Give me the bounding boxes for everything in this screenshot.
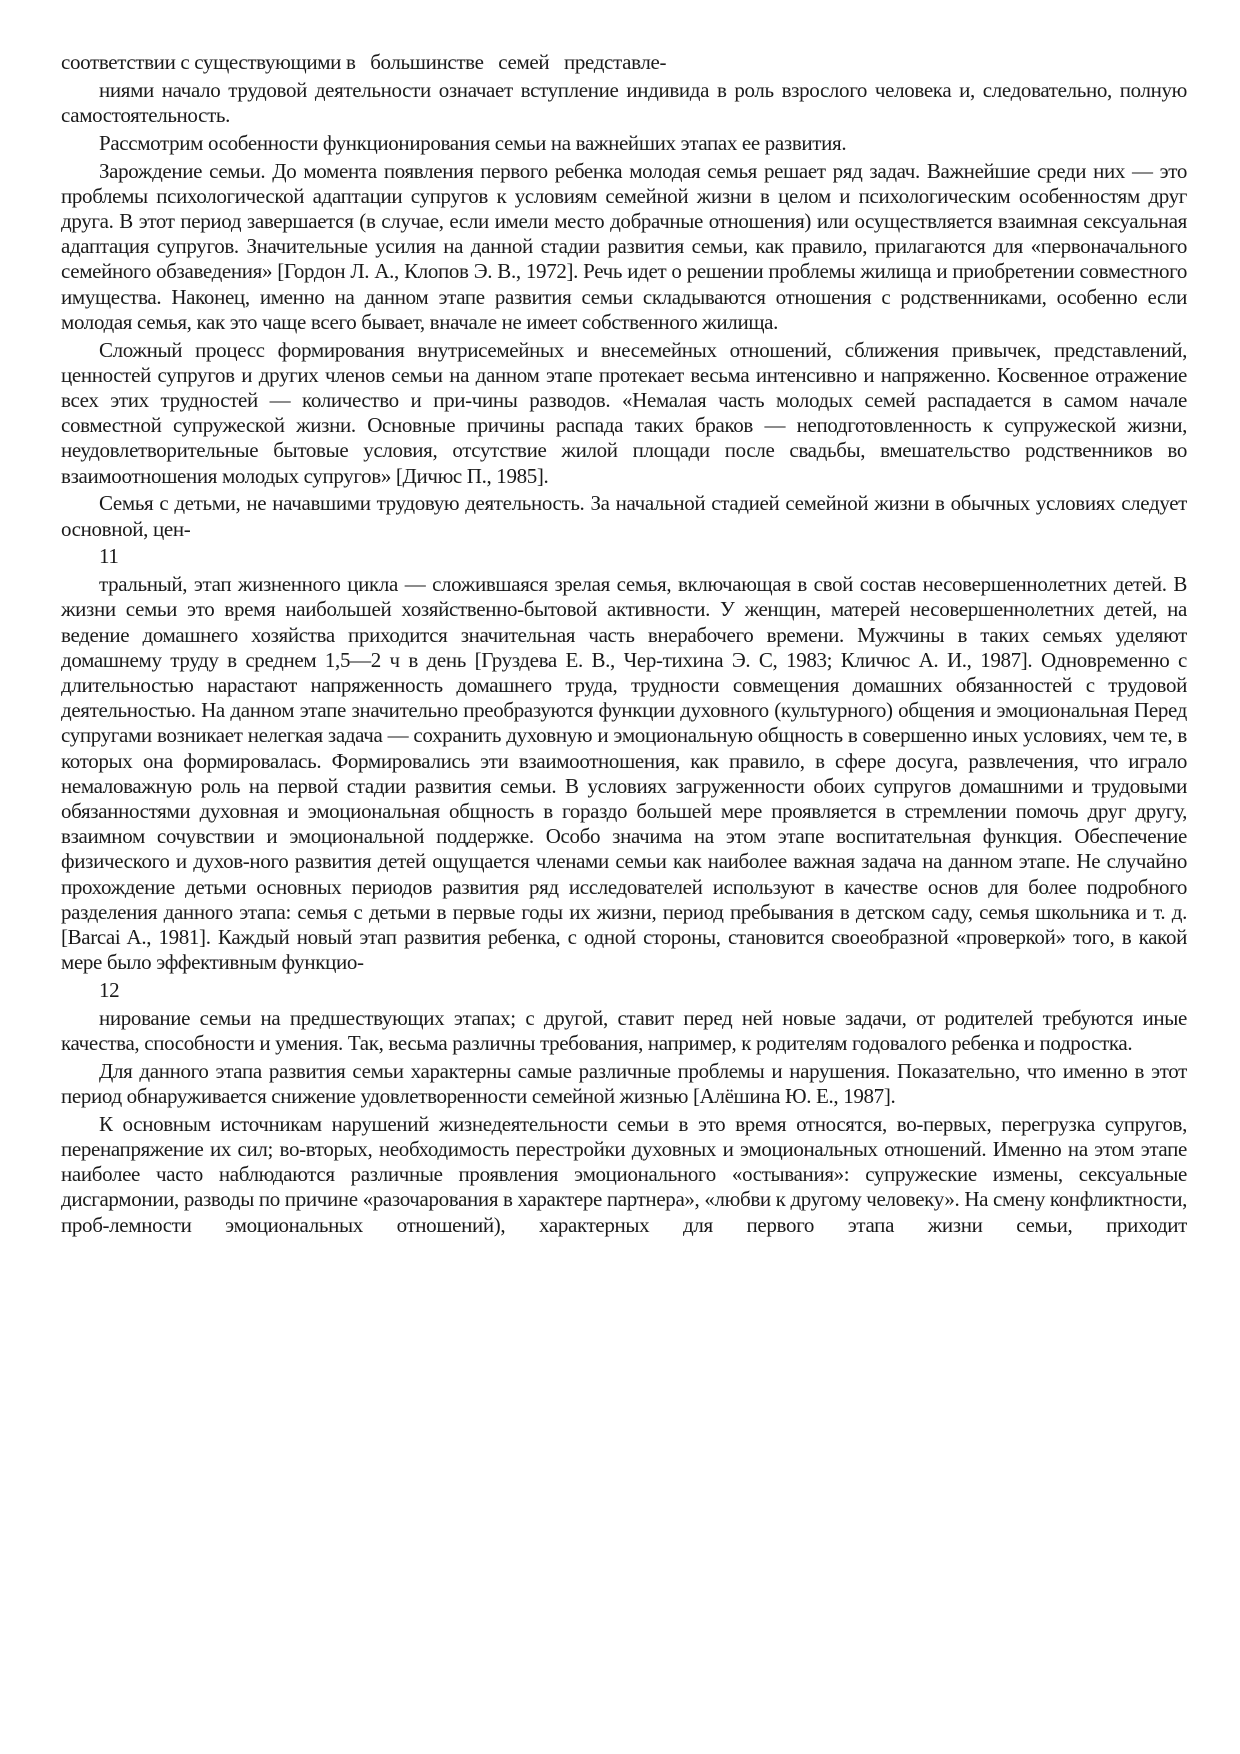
document-page [61, 50, 1187, 1240]
paragraph-4: Сложный процесс формирования внутрисемейных и внесемейных отношений, сближения привычек, представлений, ценностей супругов и других членов семьи на данном этапе протекает весьма интенсивно и напряженно. Косвенное отражение всех этих трудностей — количество и при-чины разводов. «Немалая часть молодых семей распадается в самом начале совместной супружеской жизни. Основные причины распада таких браков — неподготовленность к супружеской жизни, неудовлетворительные бытовые условия, отсутствие жилой площади после свадьбы, вмешательство родственников во взаимоотношения молодых супругов» [Дичюс П., 1985]. [61, 337, 1187, 488]
paragraph-7: нирование семьи на предшествующих этапах; с другой, ставит перед ней новые задачи, от родителей требуются иные качества, способности и умения. Так, весьма различны требования, например, к родителям годовалого ребенка и подростка. [61, 1005, 1187, 1056]
text-fragment-top: соответствии с существующими в большинстве семей представле- [61, 50, 667, 74]
paragraph-6: тральный, этап жизненного цикла — сложившаяся зрелая семья, включающая в свой состав несовершеннолетних детей. В жизни семьи это время наибольшей хозяйственно-бытовой активности. У женщин, матерей несовершеннолетних детей, на ведение домашнего хозяйства приходится значительная часть внерабочего времени. Мужчины в таких семьях уделяют домашнему труду в среднем 1,5—2 ч в день [Груздева Е. В., Чер-тихина Э. С, 1983; Кличюс А. И., 1987]. Одновременно с длительностью нарастают напряженность домашнего труда, трудности совмещения домашних обязанностей с трудовой деятельностью. На данном этапе значительно преобразуются функции духовного (культурного) общения и эмоциональная Перед супругами возникает нелегкая задача — сохранить духовную и эмоциональную общность в совершенно иных условиях, чем те, в которых она формировалась. Формировались эти взаимоотношения, как правило, в сфере досуга, развлечения, что играло немаловажную роль на первой стадии развития семьи. В условиях загруженности обоих супругов домашними и трудовыми обязанностями духовная и эмоциональная общность в гораздо большей мере проявляется в стремлении помочь друг другу, взаимном сочувствии и эмоциональной поддержке. Особо значима на этом этапе воспитательная функция. Обеспечение физического и духов-ного развития детей ощущается членами семьи как наиболее важная задача на данном этапе. Не случайно прохождение детьми основных периодов развития ряд исследователей используют в качестве основ для более подробного разделения данного этапа: семья с детьми в первые годы их жизни, период пребывания в детском саду, семья школьника и т. д. [Barcai A., 1981]. Каждый новый этап развития ребенка, с одной стороны, становится своеобразной «проверкой» того, в какой мере было эффективным функцио- [61, 572, 1187, 975]
paragraph-9: К основным источникам нарушений жизнедеятельности семьи в это время относятся, во-первых, перегрузка супругов, перенапряжение их сил; во-вторых, необходимость перестройки духовных и эмоциональных отношений. Именно на этом этапе наиболее часто наблюдаются различные проявления эмоционального «остывания»: супружеские измены, сексуальные дисгармонии, разводы по причине «разочарования в характере партнера», «любви к другому человеку». На смену конфликтности, проб-лемности эмоциональных отношений), характерных для первого этапа жизни семьи, приходит [61, 1111, 1187, 1237]
paragraph-3: Зарождение семьи. До момента появления первого ребенка молодая семья решает ряд задач. Важнейшие среди них — это проблемы психологической адаптации супругов к условиям семейной жизни в целом и психологическим особенностям друг друга. В этот период завершается (в случае, если имели место добрачные отношения) или осуществляется взаимная сексуальная адаптация супругов. Значительные усилия на данной стадии развития семьи, как правило, прилагаются для «первоначального семейного обзаведения» [Гордон Л. А., Клопов Э. В., 1972]. Речь идет о решении проблемы жилища и приобретении совместного имущества. Наконец, именно на данном этапе развития семьи складываются отношения с родственниками, особенно если молодая семья, как это чаще всего бывает, вначале не имеет собственного жилища. [61, 158, 1187, 334]
page-number-12: 12 [99, 978, 120, 1003]
page-number-11: 11 [99, 544, 119, 569]
paragraph-2: Рассмотрим особенности функционирования семьи на важнейших этапах ее развития. [99, 130, 847, 155]
paragraph-1: ниями начало трудовой деятельности означает вступление индивида в роль взрослого человека и, следовательно, полную самостоятельность. [61, 77, 1187, 127]
paragraph-5: Семья с детьми, не начавшими трудовую деятельность. За начальной стадией семейной жизни в обычных условиях следует основной, цен- [61, 491, 1187, 541]
paragraph-8: Для данного этапа развития семьи характерны самые различные проблемы и нарушения. Показательно, что именно в этот период обнаруживается снижение удовлетворенности семейной жизнью [Алёшина Ю. Е., 1987]. [61, 1058, 1187, 1109]
